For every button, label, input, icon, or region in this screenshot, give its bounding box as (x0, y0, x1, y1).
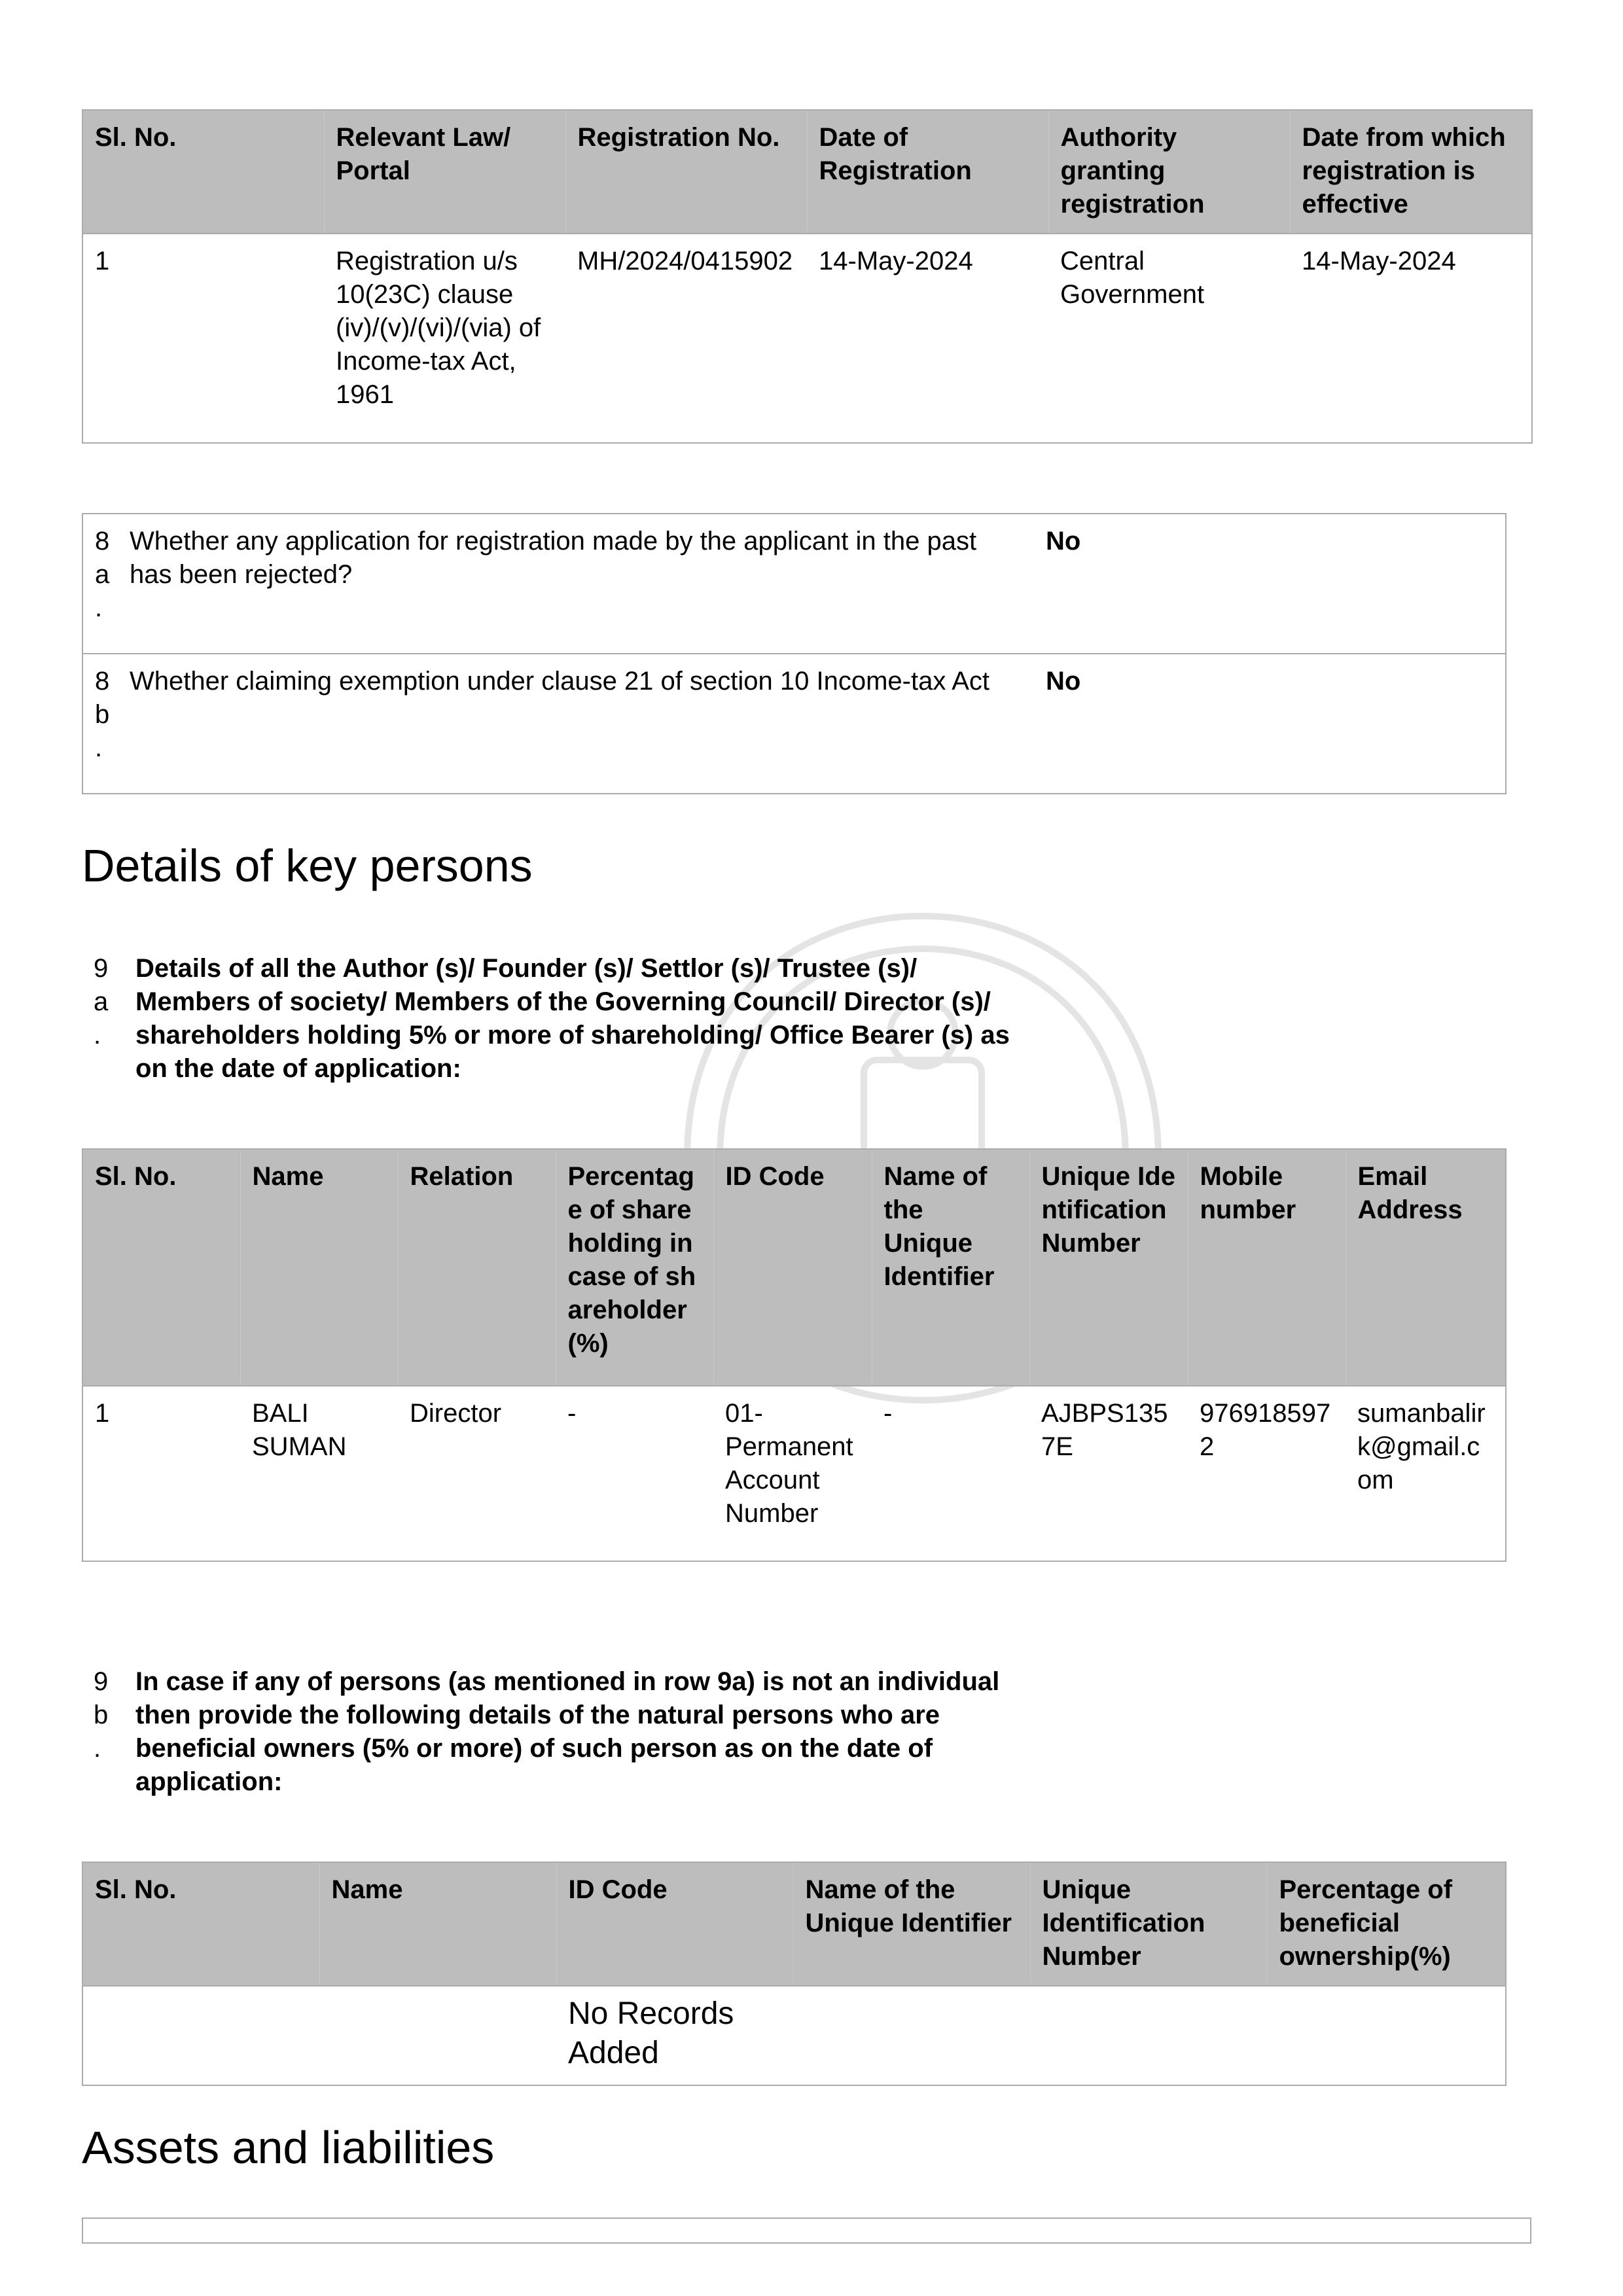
cell-relation: Director (398, 1386, 556, 1561)
questions-8-table (82, 513, 1507, 794)
cell-percentage: - (556, 1386, 713, 1561)
question-number: 9 b . (94, 1667, 109, 1763)
no-records-message (556, 1986, 1030, 2085)
registration-table (82, 109, 1533, 444)
question-text: Whether any application for registration made by the applicant in the past has been rejected? (130, 527, 977, 589)
col-sl-no: Sl. No. (82, 1862, 319, 1986)
question-answer: No (1034, 654, 1506, 794)
cell-mobile-number: 9769185972 (1188, 1386, 1346, 1561)
section-heading-key-persons: Details of key persons (82, 840, 533, 891)
cell-sl-no: 1 (82, 1386, 240, 1561)
col-unique-identification-number: Unique Identification Number (1029, 1149, 1188, 1386)
question-text: Whether claiming exemption under clause 21 of section 10 Income-tax Act (124, 654, 1034, 794)
cell-registration-no: MH/2024/0415902 (565, 234, 807, 443)
question-text: Details of all the Author (s)/ Founder (s)/ Settlor (s)/ Trustee (s)/ Members of society/ Members of the Governing Council/ Director (s)/ shareholders holding 5% or more of shareholding/ Office Bearer (s) as on the date of application: (135, 954, 1010, 1083)
col-name: Name (240, 1149, 398, 1386)
col-date-of-registration: Date of Registration (807, 110, 1048, 234)
key-persons-table (82, 1148, 1507, 1562)
cell-date-of-registration: 14-May-2024 (807, 234, 1048, 443)
question-9b (94, 1665, 1023, 1799)
cell-name: BALI SUMAN (240, 1386, 398, 1561)
col-effective-date: Date from which registration is effective (1290, 110, 1532, 234)
assets-table (82, 2217, 1531, 2244)
question-number: 8 b . (82, 654, 124, 794)
question-9a (94, 952, 1023, 1086)
col-unique-identifier-name: Name of the Unique Identifier (793, 1862, 1030, 1986)
col-unique-identification-number: Unique Identification Number (1030, 1862, 1267, 1986)
col-authority: Authority granting registration (1048, 110, 1290, 234)
col-registration-no: Registration No. (565, 110, 807, 234)
col-sl-no: Sl. No. (82, 1149, 240, 1386)
col-id-code: ID Code (713, 1149, 872, 1386)
cell-authority: Central Government (1048, 234, 1290, 443)
cell-unique-identifier-name: - (872, 1386, 1029, 1561)
section-heading-assets: Assets and liabilities (82, 2122, 495, 2173)
col-beneficial-percentage: Percentage of beneficial ownership(%) (1267, 1862, 1506, 1986)
cell-sl-no: 1 (82, 234, 324, 443)
registration-table-header (82, 110, 1532, 234)
question-number: 9 a . (94, 954, 109, 1050)
cell-effective-date: 14-May-2024 (1290, 234, 1532, 443)
col-id-code: ID Code (556, 1862, 793, 1986)
question-text: In case if any of persons (as mentioned in row 9a) is not an individual then provide the following details of the natural persons who are beneficial owners (5% or more) of such person as on the date of application: (135, 1667, 1000, 1796)
col-mobile-number: Mobile number (1188, 1149, 1346, 1386)
table-row (82, 1986, 1506, 2085)
question-answer: No (1046, 527, 1081, 556)
col-relation: Relation (398, 1149, 556, 1386)
table-row (82, 234, 1532, 443)
col-percentage: Percentage of shareholding in case of shareholder(%) (556, 1149, 713, 1386)
question-row-8a (82, 514, 1506, 654)
col-unique-identifier-name: Name of the Unique Identifier (872, 1149, 1029, 1386)
question-number: 8 a . (95, 527, 110, 622)
cell-id-code: 01- Permanent Account Number (713, 1386, 872, 1561)
table-row (82, 1386, 1506, 1561)
col-sl-no: Sl. No. (82, 110, 324, 234)
cell-relevant-law: Registration u/s 10(23C) clause (iv)/(v)/(vi)/(via) of Income-tax Act, 1961 (324, 234, 565, 443)
col-name: Name (319, 1862, 556, 1986)
key-persons-table-header (82, 1149, 1506, 1386)
beneficial-owners-table (82, 1862, 1507, 2086)
question-row-8b (82, 654, 1506, 794)
beneficial-owners-table-header (82, 1862, 1506, 1986)
col-email-address: Email Address (1346, 1149, 1506, 1386)
cell-email-address: sumanbalirk@gmail.com (1346, 1386, 1506, 1561)
cell-unique-identification-number: AJBPS1357E (1029, 1386, 1188, 1561)
col-relevant-law: Relevant Law/ Portal (324, 110, 565, 234)
no-records-text: No Records Added (568, 1996, 734, 2070)
